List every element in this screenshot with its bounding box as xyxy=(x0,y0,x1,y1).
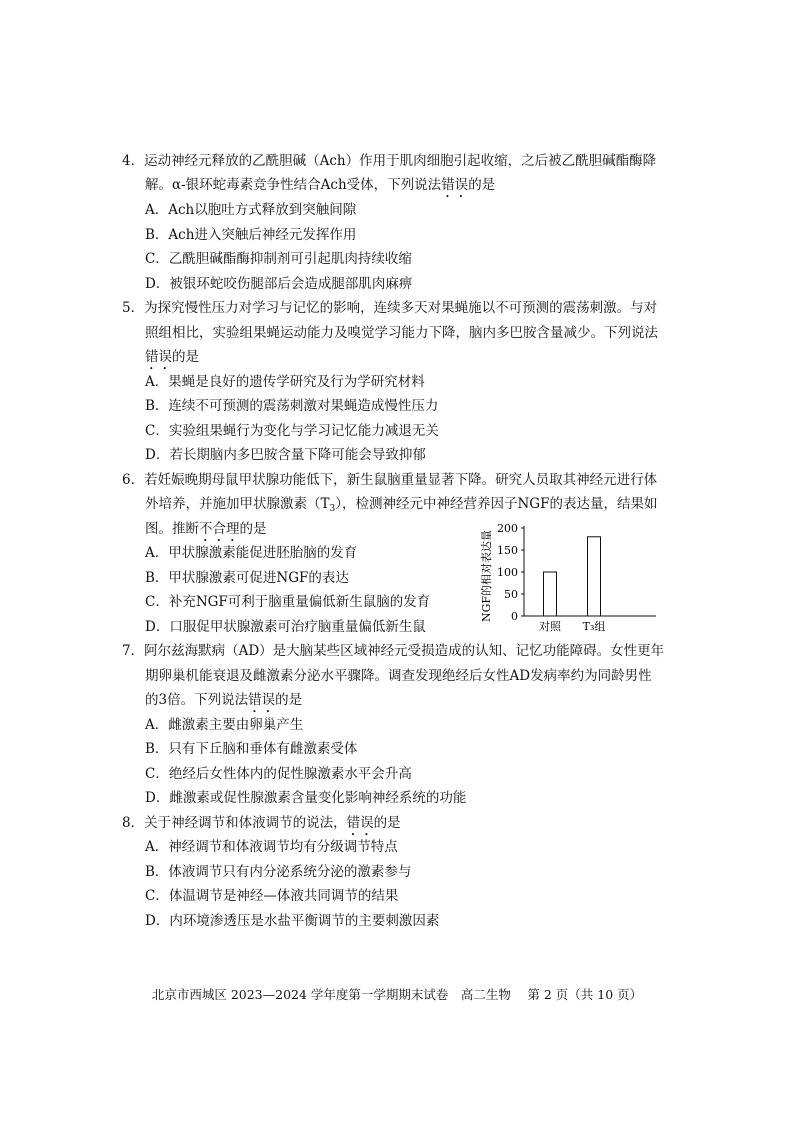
q6-stem-lead: 图。推断 xyxy=(145,521,199,537)
q8-option-c: C．体温调节是神经—体液共同调节的结果 xyxy=(145,888,399,904)
y-tick-label: 50 xyxy=(504,588,518,601)
q5-option-d: D．若长期脑内多巴胺含量下降可能会导致抑郁 xyxy=(145,447,426,463)
ngf-bar-chart xyxy=(472,518,664,638)
q6-stem-line2 xyxy=(145,495,657,518)
chart-bars xyxy=(544,537,601,616)
page-footer: 北京市西城区 2023—2024 学年度第一学期期末试卷 高二生物 第 2 页（共 10 页） xyxy=(151,987,643,1002)
y-tick-label: 0 xyxy=(511,610,518,623)
q6-stem-line1: 6．若妊娠晚期母鼠甲状腺功能低下，新生鼠脑重量显著下降。研究人员取其神经元进行体 xyxy=(122,472,658,488)
q7-emphasis-word: 错误 xyxy=(248,692,276,708)
q7-option-a: A．雌激素主要由卵巢产生 xyxy=(145,717,304,733)
y-tick-label: 150 xyxy=(497,544,518,557)
q6-stem-line3 xyxy=(145,520,267,545)
q5-stem-line3 xyxy=(145,348,199,373)
q5-option-b: B．连续不可预测的震荡刺激对果蝇造成慢性压力 xyxy=(145,398,439,414)
q6-stem-text-end: ），检测神经元中神经营养因子NGF的表达量，结果如 xyxy=(335,496,658,512)
q5-emphasis-word: 错误 xyxy=(145,349,172,365)
q5-option-c: C．实验组果蝇行为变化与学习记忆能力减退无关 xyxy=(145,423,439,439)
q6-stem-end: 的是 xyxy=(239,521,267,537)
q7-stem-end: 的是 xyxy=(275,692,303,708)
q6-option-a: A．甲状腺激素能促进胚胎脑的发育 xyxy=(145,545,358,561)
q7-stem-line3 xyxy=(145,691,302,716)
chart-ylabel: NGF的相对表达量 xyxy=(480,529,493,623)
q4-stem-line2 xyxy=(145,176,495,201)
q7-option-d: D．雌激素或促性腺激素含量变化影响神经系统的功能 xyxy=(145,790,467,806)
q8-emphasis-word: 错误 xyxy=(346,815,374,831)
q6-option-b: B．甲状腺激素可促进NGF的表达 xyxy=(145,570,349,586)
q5-option-a: A．果蝇是良好的遗传学研究及行为学研究材料 xyxy=(145,374,425,390)
q7-option-b: B．只有下丘脑和垂体有雌激素受体 xyxy=(145,741,358,757)
q7-option-c: C．绝经后女性体内的促性腺激素水平会升高 xyxy=(145,766,412,782)
q6-option-d: D．口服促甲状腺激素可治疗脑重量偏低新生鼠 xyxy=(145,619,426,635)
q8-option-b: B．体液调节只有内分泌系统分泌的激素参与 xyxy=(145,864,412,880)
q8-option-a: A．神经调节和体液调节均有分级调节特点 xyxy=(145,839,398,855)
q4-stem-end: 的是 xyxy=(468,177,496,193)
chart-y-axis xyxy=(497,522,656,623)
q7-stem-line1: 7．阿尔兹海默病（AD）是大脑某些区域神经元受损造成的认知、记忆功能障碍。女性更年 xyxy=(122,643,665,659)
q5-stem-end: 的是 xyxy=(172,349,199,365)
y-tick-label: 200 xyxy=(497,522,518,535)
chart-x-axis xyxy=(539,619,605,633)
x-tick-label: 对照 xyxy=(539,620,561,633)
q4-option-a: A．Ach以胞吐方式释放到突触间隙 xyxy=(145,202,357,218)
q4-option-b: B．Ach进入突触后神经元发挥作用 xyxy=(145,227,357,243)
q7-stem-lead: 的3倍。下列说法 xyxy=(145,692,249,708)
q8-option-d: D．内环境渗透压是水盐平衡调节的主要刺激因素 xyxy=(145,913,440,929)
q4-stem-line1: 4．运动神经元释放的乙酰胆碱（Ach）作用于肌肉细胞引起收缩，之后被乙酰胆碱酯酶降 xyxy=(122,153,657,169)
q8-stem-end: 的是 xyxy=(373,815,401,831)
q6-emphasis-word: 不合理 xyxy=(199,521,240,537)
q8-stem-line1 xyxy=(122,814,401,839)
x-tick-label: T₃组 xyxy=(582,620,606,633)
q6-option-c: C．补充NGF可利于脑重量偏低新生鼠脑的发育 xyxy=(145,594,431,610)
q6-stem-text: 外培养，并施加甲状腺激素（T xyxy=(145,496,330,512)
y-tick-label: 100 xyxy=(497,566,518,579)
bar xyxy=(544,572,557,616)
bar xyxy=(588,537,601,616)
q5-stem-line2: 照组相比，实验组果蝇运动能力及嗅觉学习能力下降，脑内多巴胺含量减少。下列说法 xyxy=(145,325,658,341)
q6-subscript: 3 xyxy=(329,504,336,514)
q4-option-d: D．被银环蛇咬伤腿部后会造成腿部肌肉麻痹 xyxy=(145,276,413,292)
q8-stem-lead: 8．关于神经调节和体液调节的说法， xyxy=(122,815,347,831)
q4-stem-text: 解。α-银环蛇毒素竞争性结合Ach受体，下列说法 xyxy=(145,177,442,193)
q7-stem-line2: 期卵巢机能衰退及雌激素分泌水平骤降。调查发现绝经后女性AD发病率约为同龄男性 xyxy=(145,668,652,684)
q4-option-c: C．乙酰胆碱酯酶抑制剂可引起肌肉持续收缩 xyxy=(145,251,412,267)
q4-emphasis-word: 错误 xyxy=(441,177,469,193)
q5-stem-line1: 5．为探究慢性压力对学习与记忆的影响，连续多天对果蝇施以不可预测的震荡刺激。与对 xyxy=(122,300,658,316)
